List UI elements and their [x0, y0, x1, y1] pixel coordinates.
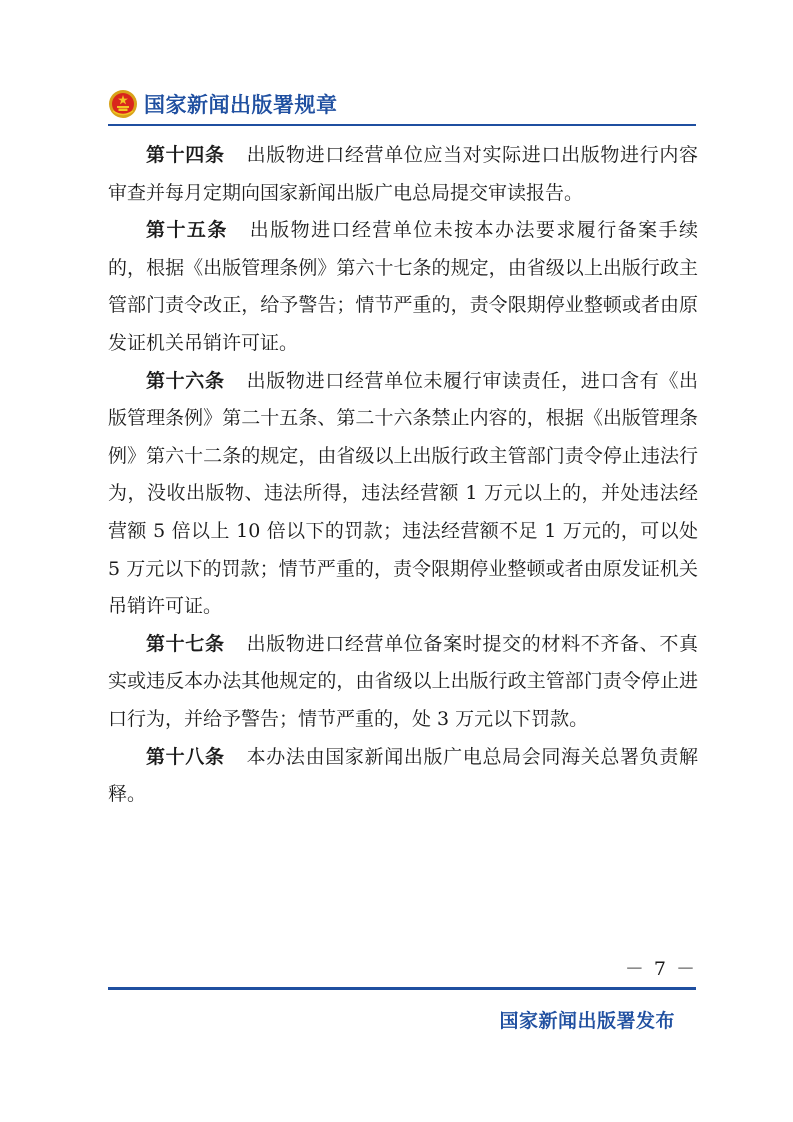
article-label: 第十四条 — [146, 144, 225, 166]
article-17 — [108, 626, 698, 739]
article-text: 出版物进口经营单位应当对实际进口出版物进行内容审查并每月定期向国家新闻出版广电总局提交审读报告。 — [108, 144, 698, 204]
article-text: 出版物进口经营单位未按本办法要求履行备案手续的，根据《出版管理条例》第六十七条的规定，由省级以上出版行政主管部门责令改正，给予警告；情节严重的，责令限期停业整顿或者由原发证机关吊销许可证。 — [108, 219, 698, 354]
article-text: 出版物进口经营单位备案时提交的材料不齐备、不真实或违反本办法其他规定的，由省级以上出版行政主管部门责令停止进口行为，并给予警告；情节严重的，处 3 万元以下罚款。 — [108, 632, 698, 730]
header-divider — [108, 124, 696, 126]
article-label: 第十七条 — [146, 632, 225, 655]
article-label: 第十六条 — [146, 369, 225, 392]
document-body — [108, 137, 698, 814]
national-emblem-icon — [108, 89, 138, 119]
footer-publisher: 国家新闻出版署发布 — [499, 1010, 675, 1032]
article-text: 出版物进口经营单位未履行审读责任，进口含有《出版管理条例》第二十五条、第二十六条禁止内容的，根据《出版管理条例》第六十二条的规定，由省级以上出版行政主管部门责令停止违法行为，没收出版物、违法所得，违法经营额 1 万元以上的，并处违法经营额 5 倍以上 10 倍以下的罚款；违法经营额不足 1 万元的，可以处 5 万元以下的罚款；情节严重的，责令限期停业整顿或者由原发证机关吊销许可证。 — [108, 369, 698, 618]
page-number: － 7 － — [624, 958, 697, 980]
header-title: 国家新闻出版署规章 — [144, 93, 338, 117]
footer-divider — [108, 987, 696, 990]
article-label: 第十五条 — [146, 219, 228, 242]
article-14 — [108, 137, 698, 212]
article-text: 本办法由国家新闻出版广电总局会同海关总署负责解释。 — [108, 745, 698, 806]
document-header — [108, 86, 338, 122]
article-18 — [108, 739, 698, 814]
article-16 — [108, 363, 698, 626]
article-label: 第十八条 — [146, 745, 225, 768]
article-15 — [108, 212, 698, 362]
